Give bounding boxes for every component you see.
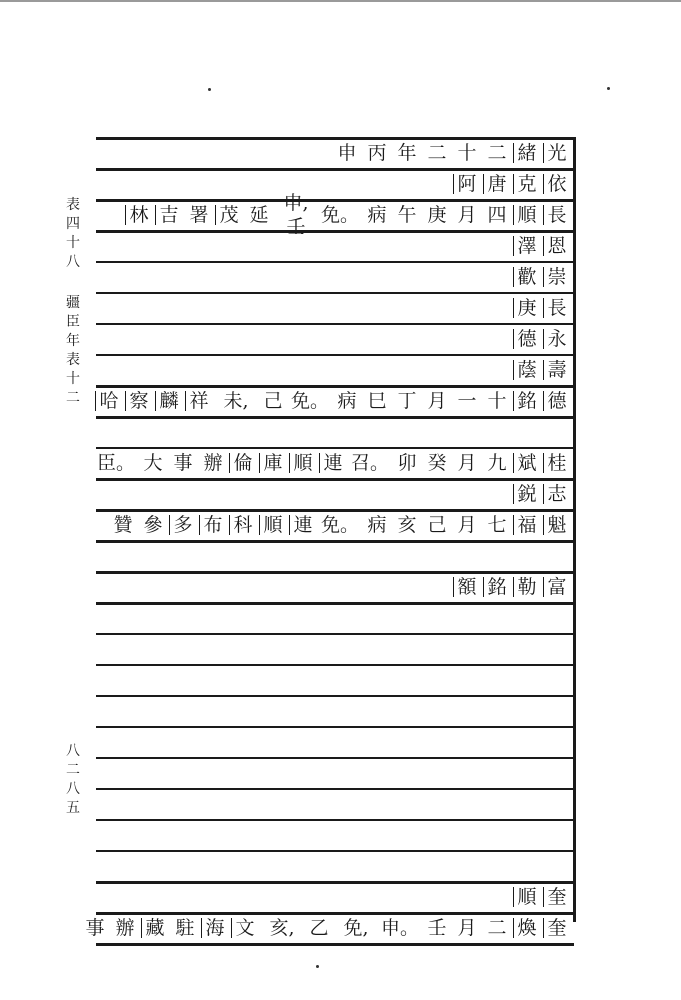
text-char: 延 (249, 204, 269, 226)
side-title-char: 八 (66, 254, 80, 270)
side-title (62, 196, 84, 408)
side-title-char: 疆 (66, 295, 80, 311)
table-row (96, 760, 572, 786)
table-row (96, 729, 572, 755)
row-rule (96, 633, 574, 635)
table-row (96, 233, 572, 259)
text-char: 年 (397, 142, 417, 164)
name-char: 長 (542, 203, 572, 227)
name-char: 勒 (512, 575, 542, 599)
scan-speck (607, 87, 610, 90)
row-rule (96, 819, 574, 821)
text-char: 十 (457, 142, 477, 164)
name-char: 阿 (452, 172, 482, 196)
table-row (96, 450, 572, 476)
text-char: 乙 (309, 917, 329, 939)
text-char: 贊 (113, 514, 133, 536)
name-char: 奎 (542, 885, 572, 909)
text-char: 己 (263, 390, 283, 412)
name-char: 斌 (512, 451, 542, 475)
text-char: 免。 (290, 390, 329, 412)
name-char: 庫 (258, 451, 288, 475)
table-row (96, 543, 572, 569)
name-char: 藏 (140, 916, 170, 940)
text-char: 未, (223, 390, 249, 412)
name-char: 奎 (542, 916, 572, 940)
text-char: 臣。 (96, 452, 135, 474)
text-char: 巳 (367, 390, 387, 412)
side-title-char: 年 (66, 333, 80, 349)
text-char: 免。 (320, 204, 359, 226)
side-title-char: 二 (66, 390, 80, 406)
table-row (96, 192, 572, 238)
text-char: 卯 (397, 452, 417, 474)
row-rule (96, 664, 574, 666)
name-char: 布 (198, 513, 228, 537)
row-rule (96, 850, 574, 852)
name-char: 庚 (512, 296, 542, 320)
name-char: 歡 (512, 265, 542, 289)
scan-speck (316, 965, 319, 968)
name-char: 吉 (154, 203, 184, 227)
text-char: 壬 (427, 917, 447, 939)
row-rule (96, 757, 574, 759)
table-row (96, 884, 572, 910)
table-row (96, 698, 572, 724)
side-title-char: 臣 (66, 314, 80, 330)
name-char: 鋭 (512, 482, 542, 506)
table-row (96, 481, 572, 507)
text-char: 病 (367, 204, 387, 226)
name-char: 克 (512, 172, 542, 196)
table-row (96, 822, 572, 848)
row-rule (96, 323, 574, 325)
name-char: 德 (542, 389, 572, 413)
text-char: 七 (487, 514, 507, 536)
text-char: 午 (397, 204, 417, 226)
name-char: 麟 (154, 389, 184, 413)
text-char: 丙 (367, 142, 387, 164)
table-row (96, 512, 572, 538)
row-rule (96, 447, 574, 449)
name-char: 恩 (542, 234, 572, 258)
name-char: 光 (542, 141, 572, 165)
text-char: 駐 (175, 917, 195, 939)
side-title-char: 表 (66, 352, 80, 368)
table-row (85, 915, 572, 941)
name-char: 銘 (482, 575, 512, 599)
name-char: 福 (512, 513, 542, 537)
text-char: 申,壬 (283, 192, 309, 238)
text-char: 十 (487, 390, 507, 412)
text-char: 癸 (427, 452, 447, 474)
page-number-char: 五 (66, 800, 80, 816)
text-char: 事 (173, 452, 193, 474)
page-number-char: 二 (66, 762, 80, 778)
name-char: 連 (288, 513, 318, 537)
text-char: 亥, (269, 917, 295, 939)
table-right-edge (573, 137, 576, 922)
row-rule (96, 292, 574, 294)
text-char: 召。 (350, 452, 389, 474)
text-char: 一 (457, 390, 477, 412)
table-row (96, 326, 572, 352)
text-char: 二 (427, 142, 447, 164)
side-title-char: 四 (66, 216, 80, 232)
name-char: 額 (452, 575, 482, 599)
text-char: 病 (367, 514, 387, 536)
name-char: 唐 (482, 172, 512, 196)
name-char: 順 (288, 451, 318, 475)
name-char: 多 (168, 513, 198, 537)
table-row (96, 791, 572, 817)
text-char: 署 (189, 204, 209, 226)
name-char: 德 (512, 327, 542, 351)
table-row (96, 574, 572, 600)
text-char: 二 (487, 917, 507, 939)
text-char: 月 (457, 204, 477, 226)
name-char: 長 (542, 296, 572, 320)
side-title-char (62, 272, 84, 294)
name-char: 蔭 (512, 358, 542, 382)
table-row (96, 295, 572, 321)
text-char: 月 (457, 514, 477, 536)
row-rule (96, 788, 574, 790)
name-char: 煥 (512, 916, 542, 940)
row-rule (96, 354, 574, 356)
name-char: 茂 (214, 203, 244, 227)
register-table (85, 137, 576, 939)
row-rule (96, 726, 574, 728)
text-char: 月 (457, 917, 477, 939)
text-char: 亥 (397, 514, 417, 536)
scan-speck (208, 88, 211, 91)
text-char: 申。 (380, 917, 419, 939)
name-char: 海 (200, 916, 230, 940)
name-char: 順 (512, 203, 542, 227)
text-char: 丁 (397, 390, 417, 412)
text-char: 大 (143, 452, 163, 474)
side-title-char: 十 (66, 235, 80, 251)
table-row (96, 605, 572, 631)
name-char: 倫 (228, 451, 258, 475)
text-char: 庚 (427, 204, 447, 226)
text-char: 九 (487, 452, 507, 474)
page-number-char: 八 (66, 781, 80, 797)
text-char: 二 (487, 142, 507, 164)
text-char: 病 (337, 390, 357, 412)
page-number (62, 742, 84, 818)
row-rule (96, 261, 574, 263)
side-title-char: 表 (66, 197, 80, 213)
name-char: 緒 (512, 141, 542, 165)
name-char: 魁 (542, 513, 572, 537)
page-number-char: 八 (66, 743, 80, 759)
name-char: 祥 (184, 389, 214, 413)
text-char: 辦 (203, 452, 223, 474)
text-char: 辦 (115, 917, 135, 939)
row-rule (96, 943, 574, 946)
table-row (96, 853, 572, 879)
name-char: 志 (542, 482, 572, 506)
text-char: 己 (427, 514, 447, 536)
name-char: 崇 (542, 265, 572, 289)
name-char: 依 (542, 172, 572, 196)
table-row (96, 419, 572, 445)
name-char: 哈 (94, 389, 124, 413)
table-row (96, 357, 572, 383)
text-char: 免。 (320, 514, 359, 536)
text-char: 月 (427, 390, 447, 412)
text-char: 免, (343, 917, 369, 939)
table-row (96, 388, 572, 414)
name-char: 察 (124, 389, 154, 413)
text-char: 事 (85, 917, 105, 939)
text-char: 月 (457, 452, 477, 474)
text-char: 參 (143, 514, 163, 536)
name-char: 林 (124, 203, 154, 227)
name-char: 文 (230, 916, 260, 940)
text-char: 四 (487, 204, 507, 226)
side-title-char: 十 (66, 371, 80, 387)
name-char: 連 (318, 451, 348, 475)
name-char: 桂 (542, 451, 572, 475)
table-row (96, 264, 572, 290)
name-char: 科 (228, 513, 258, 537)
text-char: 申 (337, 142, 357, 164)
name-char: 順 (258, 513, 288, 537)
page-top-border (0, 0, 681, 2)
name-char: 壽 (542, 358, 572, 382)
name-char: 銘 (512, 389, 542, 413)
table-row (96, 140, 572, 166)
name-char: 富 (542, 575, 572, 599)
table-row (96, 636, 572, 662)
name-char: 永 (542, 327, 572, 351)
name-char: 澤 (512, 234, 542, 258)
row-rule (96, 695, 574, 697)
name-char: 順 (512, 885, 542, 909)
table-row (96, 171, 572, 197)
table-row (96, 667, 572, 693)
